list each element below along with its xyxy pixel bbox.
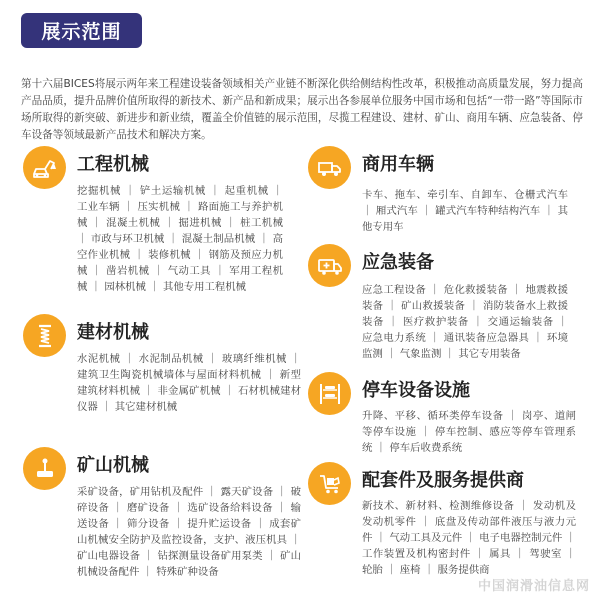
section-title: 工程机械 <box>77 154 149 175</box>
parts-cart-icon <box>308 462 351 505</box>
section-body: 采矿设备，矿用钻机及配件 ｜ 露天矿设备 ｜ 破碎设备 ｜ 磨矿设备 ｜ 选矿设备给料设备 ｜ 输送设备 ｜ 筛分设备 ｜ 提升贮运设备 ｜ 成套矿山机械安全防护及监控设备，支护、液压机具 ｜ 矿山电器设备 ｜ 钻探测量设备矿用泵类 ｜ 矿山机械设备配件 ｜ 特殊矿种设备 <box>77 486 301 578</box>
watermark-text: 中国润滑油信息网 <box>477 579 590 594</box>
intro-paragraph: 第十六届BICES将展示两年来工程建设装备领域相关产业链不断深化供给侧结构性改革，积极推动高质量发展，努力提高产品品质，提升品牌价值所取得的新技术、新产品和新成果；展示出各参展单位服务中国市场和包括“一带一路”等国际市场所取得的新突破、新进步和新业绩，覆盖全价值链的展示范围，尽揽工程建设、建材、矿山、商用车辆、应急装备、停车设备等领域最新产品技术和解决方案。 <box>21 78 583 141</box>
page-title: 展示范围 <box>41 21 122 43</box>
spring-icon <box>23 314 66 357</box>
section-title: 商用车辆 <box>362 154 434 175</box>
page-title-badge <box>21 13 142 48</box>
section-body: 升降、平移、循环类停车设备 ｜ 岗亭、道闸等停车设施 ｜ 停车控制、感应等停车管理系统 ｜ 停车后收费系统 <box>362 410 576 454</box>
section-body: 挖掘机械 ｜ 铲土运输机械 ｜ 起重机械 ｜ 工业车辆 ｜ 压实机械 ｜ 路面施工与养护机械 ｜ 混凝土机械 ｜ 掘进机械 ｜ 桩工机械 ｜ 市政与环卫机械 ｜ 混凝土制品机械 ｜ 高空作业机械 ｜ 装修机械 ｜ 钢筋及预应力机械 ｜ 凿岩机械 ｜ 气动工具 ｜ 军用工程机械 ｜ 园林机械 ｜ 其他专用工程机械 <box>77 185 283 293</box>
section-body: 水泥机械 ｜ 水泥制品机械 ｜ 玻璃纤维机械 ｜ 建筑卫生陶瓷机械墙体与屋面材料机械 ｜ 新型建筑材料机械 ｜ 非金属矿机械 ｜ 石材机械建材仪器 ｜ 其它建材机械 <box>77 353 301 413</box>
section-title: 停车设备设施 <box>362 380 470 401</box>
section-title: 建材机械 <box>77 322 149 343</box>
joystick-icon <box>23 447 66 490</box>
ambulance-icon <box>308 244 351 287</box>
section-title: 配套件及服务提供商 <box>362 470 524 491</box>
excavator-icon <box>23 146 66 189</box>
section-body: 卡车、拖车、牵引车、自卸车、仓栅式汽车 ｜ 厢式汽车 ｜ 罐式汽车特种结构汽车 ｜ 其他专用车 <box>362 189 568 233</box>
section-body: 新技术、新材料、检测维修设备 ｜ 发动机及发动机零件 ｜ 底盘及传动部件液压与液力元件 ｜ 气动工具及元件 ｜ 电子电器控制元件 ｜ 工作装置及机构密封件 ｜ 属具 ｜ 驾驶室 ｜ 轮胎 ｜ 座椅 ｜ 服务提供商 <box>362 500 576 576</box>
parking-lift-icon <box>308 372 351 415</box>
section-title: 应急装备 <box>362 252 434 273</box>
section-title: 矿山机械 <box>77 455 149 476</box>
section-body: 应急工程设备 ｜ 危化救援装备 ｜ 地震救援装备 ｜ 矿山救援装备 ｜ 消防装备水上救援装备 ｜ 医疗救护装备 ｜ 交通运输装备 ｜ 应急电力系统 ｜ 通讯装备应急器具 ｜ 环境监测 ｜ 气象监测 ｜ 其它专用装备 <box>362 284 568 360</box>
truck-icon <box>308 146 351 189</box>
